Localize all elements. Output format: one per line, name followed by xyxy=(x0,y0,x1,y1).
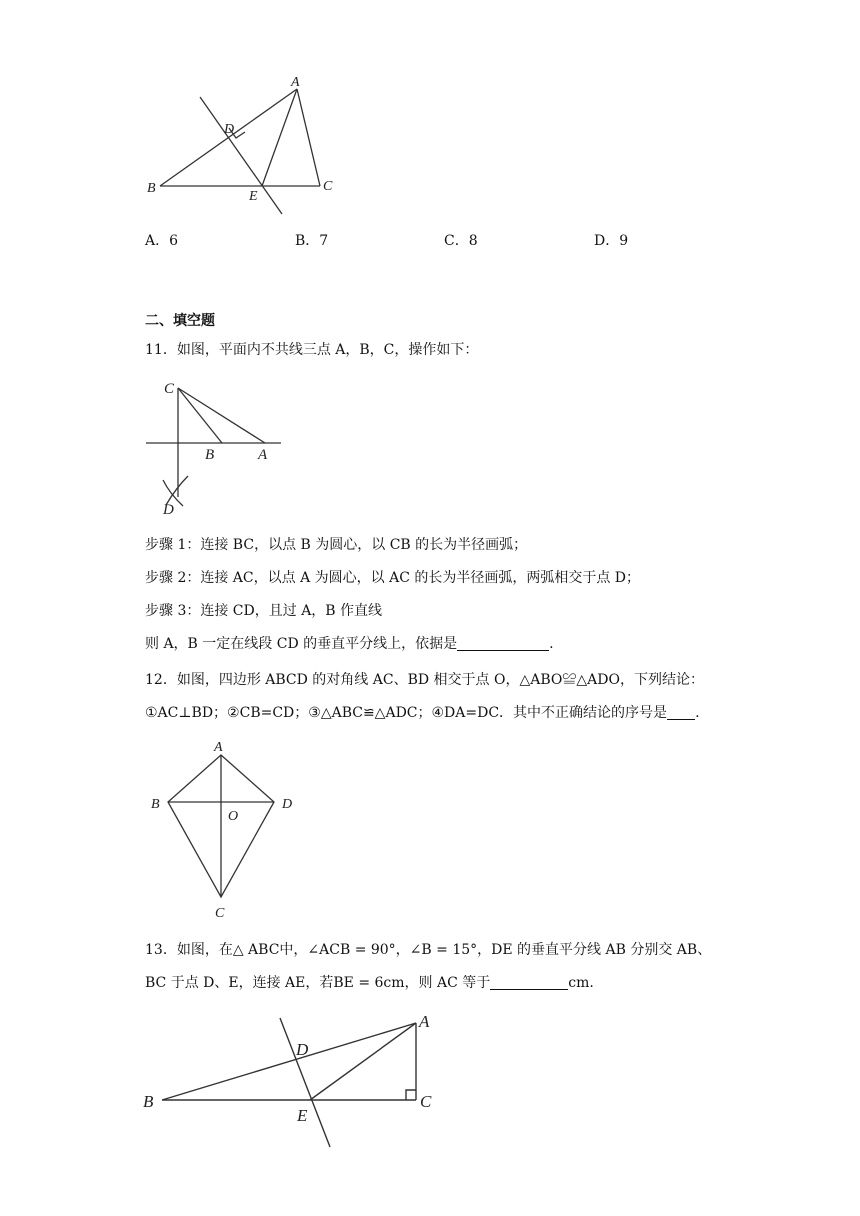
choice-c[interactable]: C．8 xyxy=(444,233,478,249)
choice-b[interactable]: B．7 xyxy=(295,233,329,249)
choice-d[interactable]: D．9 xyxy=(594,233,629,249)
label-a: A xyxy=(214,740,223,755)
right-angle-mark xyxy=(406,1090,416,1100)
q13-line2-text: BC 于点 D、E，连接 AE，若BE = 6cm，则 AC 等于 xyxy=(145,975,491,991)
label-d: D xyxy=(282,797,293,812)
q11-intro: 11．如图，平面内不共线三点 A，B，C，操作如下： xyxy=(145,342,479,358)
label-e: E xyxy=(249,189,258,204)
label-c: C xyxy=(215,906,225,921)
q12-line2-text: ①AC⊥BD；②CB=CD；③△ABC≌△ADC；④DA=DC．其中不正确结论的序号是 xyxy=(145,705,668,721)
label-a: A xyxy=(258,447,268,463)
perpendicular-bisector xyxy=(280,1018,330,1147)
q11-step1: 步骤 1：连接 BC，以点 B 为圆心，以 CB 的长为半径画弧； xyxy=(145,537,528,553)
label-a: A xyxy=(419,1012,430,1031)
label-d: D xyxy=(163,502,174,518)
label-d: D xyxy=(296,1040,309,1059)
q12-line2: ①AC⊥BD；②CB=CD；③△ABC≌△ADC；④DA=DC．其中不正确结论的序号是 . xyxy=(145,705,700,721)
q13-line1: 13．如图，在△ ABC中，∠ACB = 90°，∠B = 15°，DE 的垂直平分线 AB 分别交 AB、 xyxy=(145,942,712,958)
label-b: B xyxy=(143,1092,154,1111)
label-b: B xyxy=(151,797,160,812)
label-d: D xyxy=(224,122,235,137)
q13-line2: BC 于点 D、E，连接 AE，若BE = 6cm，则 AC 等于 cm. xyxy=(145,975,594,991)
label-c: C xyxy=(323,179,333,194)
q11-conclusion-text: 则 A，B 一定在线段 CD 的垂直平分线上，依据是 xyxy=(145,636,458,652)
line-ba xyxy=(162,1023,416,1100)
label-a: A xyxy=(291,75,300,90)
label-c: C xyxy=(164,381,175,397)
section-title: 二、填空题 xyxy=(145,313,215,329)
label-b: B xyxy=(147,181,156,196)
q12-line1: 12．如图，四边形 ABCD 的对角线 AC、BD 相交于点 O，△ABO≌△ADO，下列结论： xyxy=(145,672,704,688)
line-ae xyxy=(310,1023,416,1100)
label-o: O xyxy=(228,809,239,824)
q11-step2: 步骤 2：连接 AC，以点 A 为圆心，以 AC 的长为半径画弧，两弧相交于点 D； xyxy=(145,570,641,586)
q11-conclusion: 则 A，B 一定在线段 CD 的垂直平分线上，依据是 . xyxy=(145,636,554,652)
label-b: B xyxy=(205,447,215,463)
label-e: E xyxy=(297,1106,308,1125)
label-c: C xyxy=(420,1092,432,1111)
choice-a[interactable]: A．6 xyxy=(145,233,179,249)
q11-step3: 步骤 3：连接 CD，且过 A，B 作直线 xyxy=(145,603,383,619)
